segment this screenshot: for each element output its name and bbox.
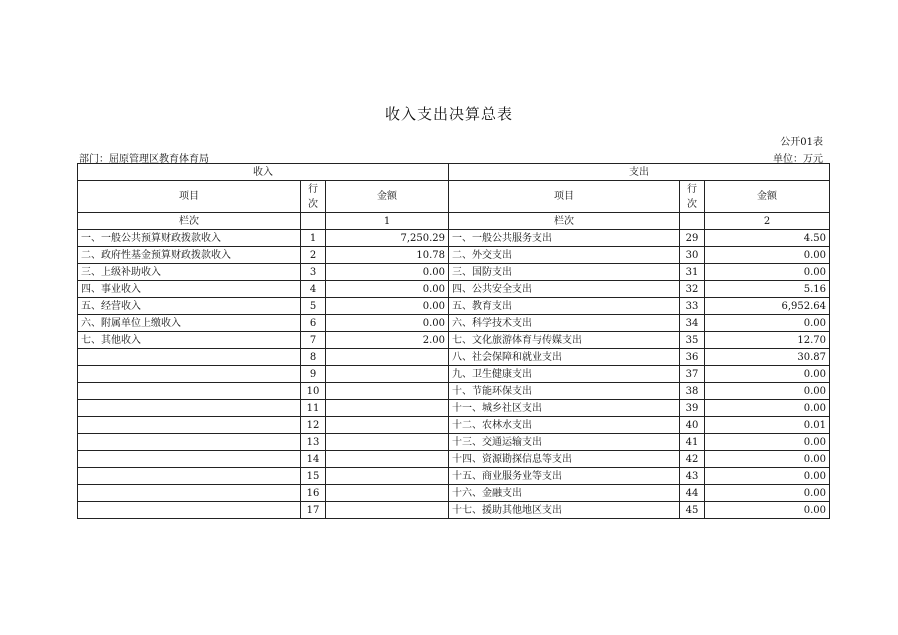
income-line-cell: 8 <box>301 349 326 366</box>
expense-item-cell: 十五、商业服务业等支出 <box>449 468 680 485</box>
income-amount-cell <box>326 349 449 366</box>
income-amount-cell: 10.78 <box>326 247 449 264</box>
expense-line-header <box>680 181 705 213</box>
expense-amount-cell: 0.00 <box>705 434 830 451</box>
income-line-cell: 16 <box>301 485 326 502</box>
income-item-cell: 六、附属单位上缴收入 <box>78 315 301 332</box>
form-number: 公开01表 <box>780 137 823 148</box>
table-row <box>78 298 830 315</box>
income-item-header: 项目 <box>78 181 301 213</box>
income-amount-cell <box>326 451 449 468</box>
section-header-row <box>78 164 830 181</box>
expense-line-cell: 35 <box>680 332 705 349</box>
expense-line-cell: 37 <box>680 366 705 383</box>
expense-amount-cell: 0.01 <box>705 417 830 434</box>
expense-amount-cell: 0.00 <box>705 366 830 383</box>
expense-item-cell: 十七、援助其他地区支出 <box>449 502 680 519</box>
income-line-cell: 13 <box>301 434 326 451</box>
line-header-char1: 行 <box>308 183 318 195</box>
line-header-char2: 次 <box>687 198 697 210</box>
column-header-row <box>78 181 830 213</box>
expense-item-cell: 十四、资源勘探信息等支出 <box>449 451 680 468</box>
expense-column-number: 2 <box>705 213 830 230</box>
table-row <box>78 230 830 247</box>
income-line-cell: 14 <box>301 451 326 468</box>
expense-line-cell: 36 <box>680 349 705 366</box>
income-line-cell: 1 <box>301 230 326 247</box>
income-item-cell: 一、一般公共预算财政拨款收入 <box>78 230 301 247</box>
income-section-header: 收入 <box>78 164 449 181</box>
expense-item-cell: 一、一般公共服务支出 <box>449 230 680 247</box>
expense-amount-header: 金额 <box>705 181 830 213</box>
income-item-cell <box>78 383 301 400</box>
income-expense-table <box>77 163 830 519</box>
income-line-cell: 12 <box>301 417 326 434</box>
income-amount-cell <box>326 468 449 485</box>
expense-item-cell: 十一、城乡社区支出 <box>449 400 680 417</box>
expense-line-cell: 31 <box>680 264 705 281</box>
income-line-cell: 5 <box>301 298 326 315</box>
income-line-cell: 15 <box>301 468 326 485</box>
line-header-char2: 次 <box>308 198 318 210</box>
unit-label: 单位：万元 <box>773 154 823 165</box>
table-row <box>78 247 830 264</box>
expense-amount-cell: 5.16 <box>705 281 830 298</box>
income-line-cell: 11 <box>301 400 326 417</box>
expense-line-cell: 33 <box>680 298 705 315</box>
expense-line-cell: 43 <box>680 468 705 485</box>
income-column-number: 1 <box>326 213 449 230</box>
income-item-cell <box>78 502 301 519</box>
expense-amount-cell: 12.70 <box>705 332 830 349</box>
expense-item-cell: 十三、交通运输支出 <box>449 434 680 451</box>
income-line-header <box>301 181 326 213</box>
table-row <box>78 400 830 417</box>
expense-item-cell: 四、公共安全支出 <box>449 281 680 298</box>
expense-item-header: 项目 <box>449 181 680 213</box>
income-line-cell: 7 <box>301 332 326 349</box>
income-amount-cell <box>326 417 449 434</box>
income-item-cell <box>78 451 301 468</box>
income-amount-cell: 0.00 <box>326 315 449 332</box>
page-title: 收入支出决算总表 <box>384 105 513 123</box>
expense-line-cell: 32 <box>680 281 705 298</box>
income-line-cell: 10 <box>301 383 326 400</box>
income-column-blank <box>301 213 326 230</box>
column-number-row <box>78 213 830 230</box>
expense-line-cell: 40 <box>680 417 705 434</box>
income-item-cell <box>78 349 301 366</box>
expense-line-cell: 44 <box>680 485 705 502</box>
expense-amount-cell: 0.00 <box>705 247 830 264</box>
table-row <box>78 366 830 383</box>
income-line-cell: 17 <box>301 502 326 519</box>
expense-amount-cell: 0.00 <box>705 502 830 519</box>
expense-column-blank <box>680 213 705 230</box>
income-item-cell: 七、其他收入 <box>78 332 301 349</box>
income-item-cell <box>78 434 301 451</box>
expense-amount-cell: 0.00 <box>705 468 830 485</box>
income-item-cell: 二、政府性基金预算财政拨款收入 <box>78 247 301 264</box>
expense-item-cell: 十、节能环保支出 <box>449 383 680 400</box>
income-amount-cell: 2.00 <box>326 332 449 349</box>
department-label: 部门：屈原管理区教育体育局 <box>79 154 209 165</box>
table-row <box>78 315 830 332</box>
income-amount-cell: 0.00 <box>326 281 449 298</box>
table-row <box>78 332 830 349</box>
expense-item-cell: 六、科学技术支出 <box>449 315 680 332</box>
table-row <box>78 349 830 366</box>
expense-line-cell: 34 <box>680 315 705 332</box>
income-item-cell: 三、上级补助收入 <box>78 264 301 281</box>
income-line-cell: 6 <box>301 315 326 332</box>
expense-item-cell: 九、卫生健康支出 <box>449 366 680 383</box>
income-item-cell: 五、经营收入 <box>78 298 301 315</box>
income-amount-cell: 7,250.29 <box>326 230 449 247</box>
expense-item-cell: 十六、金融支出 <box>449 485 680 502</box>
table-row <box>78 383 830 400</box>
expense-amount-cell: 30.87 <box>705 349 830 366</box>
table-row <box>78 485 830 502</box>
income-column-label: 栏次 <box>78 213 301 230</box>
expense-line-cell: 38 <box>680 383 705 400</box>
income-amount-header: 金额 <box>326 181 449 213</box>
expense-column-label: 栏次 <box>449 213 680 230</box>
expense-line-cell: 30 <box>680 247 705 264</box>
expense-item-cell: 三、国防支出 <box>449 264 680 281</box>
income-item-cell <box>78 468 301 485</box>
income-item-cell <box>78 485 301 502</box>
income-amount-cell <box>326 434 449 451</box>
table-row <box>78 502 830 519</box>
expense-amount-cell: 0.00 <box>705 315 830 332</box>
expense-line-cell: 41 <box>680 434 705 451</box>
income-item-cell <box>78 417 301 434</box>
expense-line-cell: 29 <box>680 230 705 247</box>
expense-line-cell: 39 <box>680 400 705 417</box>
expense-item-cell: 八、社会保障和就业支出 <box>449 349 680 366</box>
income-item-cell <box>78 366 301 383</box>
expense-amount-cell: 0.00 <box>705 400 830 417</box>
table-row <box>78 468 830 485</box>
table-row <box>78 417 830 434</box>
income-line-cell: 2 <box>301 247 326 264</box>
expense-section-header: 支出 <box>449 164 830 181</box>
income-amount-cell <box>326 366 449 383</box>
line-header-char1: 行 <box>687 183 697 195</box>
expense-item-cell: 七、文化旅游体育与传媒支出 <box>449 332 680 349</box>
expense-amount-cell: 4.50 <box>705 230 830 247</box>
table-row <box>78 451 830 468</box>
expense-amount-cell: 0.00 <box>705 383 830 400</box>
table-row <box>78 281 830 298</box>
income-amount-cell: 0.00 <box>326 264 449 281</box>
income-item-cell: 四、事业收入 <box>78 281 301 298</box>
table-row <box>78 434 830 451</box>
expense-amount-cell: 6,952.64 <box>705 298 830 315</box>
table-row <box>78 264 830 281</box>
expense-item-cell: 十二、农林水支出 <box>449 417 680 434</box>
income-line-cell: 4 <box>301 281 326 298</box>
expense-amount-cell: 0.00 <box>705 485 830 502</box>
expense-item-cell: 二、外交支出 <box>449 247 680 264</box>
expense-amount-cell: 0.00 <box>705 451 830 468</box>
expense-line-cell: 42 <box>680 451 705 468</box>
income-amount-cell <box>326 400 449 417</box>
expense-item-cell: 五、教育支出 <box>449 298 680 315</box>
expense-line-cell: 45 <box>680 502 705 519</box>
income-line-cell: 3 <box>301 264 326 281</box>
income-line-cell: 9 <box>301 366 326 383</box>
expense-amount-cell: 0.00 <box>705 264 830 281</box>
income-item-cell <box>78 400 301 417</box>
income-amount-cell <box>326 502 449 519</box>
income-amount-cell <box>326 383 449 400</box>
income-amount-cell <box>326 485 449 502</box>
income-amount-cell: 0.00 <box>326 298 449 315</box>
